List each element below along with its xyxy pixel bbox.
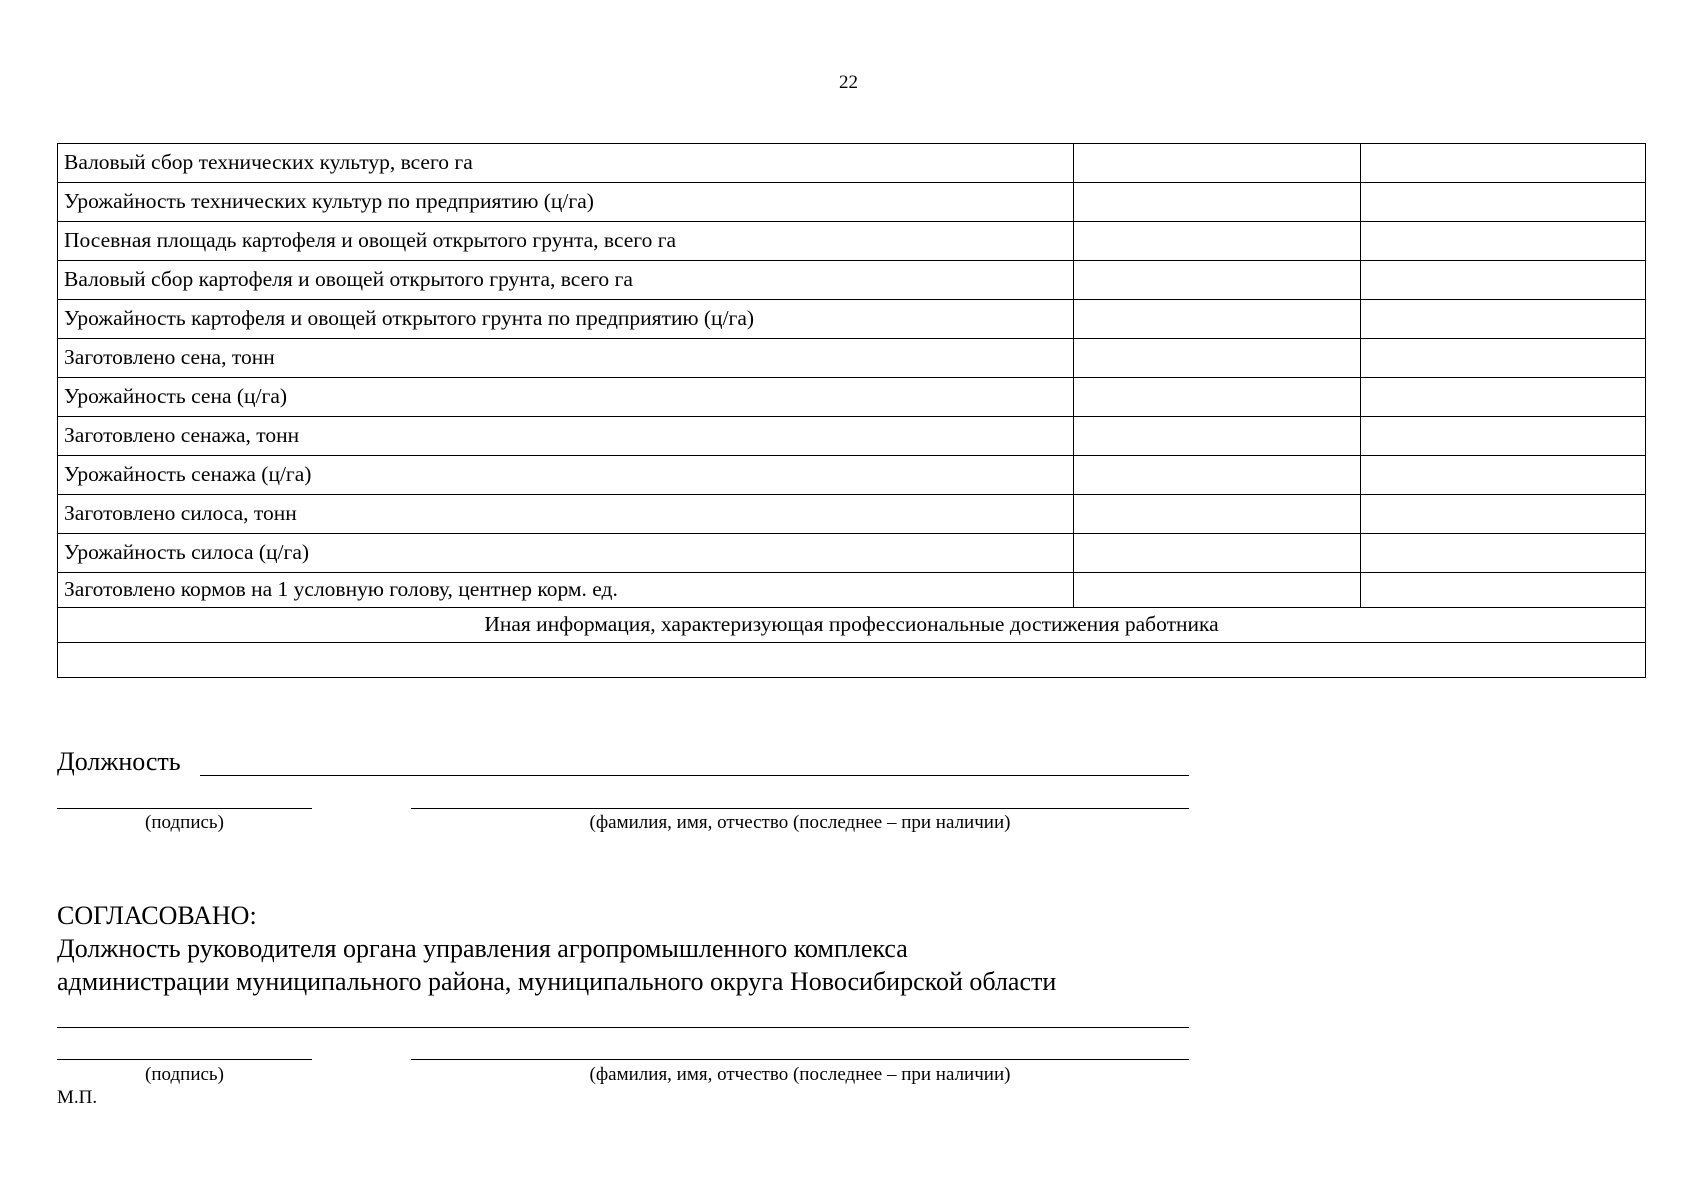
- indicators-table: [57, 143, 1646, 678]
- other-info-row: [58, 643, 1646, 678]
- approver-position-line2: администрации муниципального района, муниципального округа Новосибирской области: [57, 967, 1057, 996]
- value-cell-1[interactable]: [1074, 573, 1361, 608]
- value-cell-2[interactable]: [1361, 339, 1646, 378]
- value-cell-2[interactable]: [1361, 456, 1646, 495]
- row-label: Заготовлено сенажа, тонн: [58, 417, 1074, 456]
- table-row: [58, 495, 1646, 534]
- signature-caption: (подпись): [145, 812, 224, 833]
- row-label: Заготовлено силоса, тонн: [58, 495, 1074, 534]
- approver-signature-line[interactable]: [57, 1059, 312, 1060]
- row-label: Урожайность технических культур по предприятию (ц/га): [58, 183, 1074, 222]
- value-cell-2[interactable]: [1361, 183, 1646, 222]
- row-label: Посевная площадь картофеля и овощей открытого грунта, всего га: [58, 222, 1074, 261]
- approver-position-line1: Должность руководителя органа управления агропромышленного комплекса: [57, 934, 908, 963]
- position-line[interactable]: [200, 775, 1189, 776]
- row-label: Урожайность сена (ц/га): [58, 378, 1074, 417]
- table-row: [58, 183, 1646, 222]
- value-cell-1[interactable]: [1074, 300, 1361, 339]
- table-row: [58, 339, 1646, 378]
- row-label: Урожайность картофеля и овощей открытого грунта по предприятию (ц/га): [58, 300, 1074, 339]
- value-cell-2[interactable]: [1361, 417, 1646, 456]
- value-cell-1[interactable]: [1074, 222, 1361, 261]
- table-row: [58, 573, 1646, 608]
- approver-full-name-caption: (фамилия, имя, отчество (последнее – при наличии): [589, 1064, 1011, 1085]
- approval-heading: СОГЛАСОВАНО:: [57, 901, 257, 930]
- full-name-line[interactable]: [411, 808, 1189, 809]
- value-cell-2[interactable]: [1361, 261, 1646, 300]
- page-number: 22: [839, 72, 858, 93]
- value-cell-2[interactable]: [1361, 573, 1646, 608]
- table-row: [58, 417, 1646, 456]
- position-label: Должность: [57, 747, 181, 776]
- section-header-row: [58, 608, 1646, 643]
- row-label: Урожайность силоса (ц/га): [58, 534, 1074, 573]
- row-label: Валовый сбор картофеля и овощей открытого грунта, всего га: [58, 261, 1074, 300]
- table-row: [58, 456, 1646, 495]
- value-cell-2[interactable]: [1361, 534, 1646, 573]
- value-cell-1[interactable]: [1074, 417, 1361, 456]
- value-cell-2[interactable]: [1361, 495, 1646, 534]
- approver-signature-caption: (подпись): [145, 1064, 224, 1085]
- value-cell-2[interactable]: [1361, 300, 1646, 339]
- full-name-caption: (фамилия, имя, отчество (последнее – при наличии): [589, 812, 1011, 833]
- table-row: [58, 300, 1646, 339]
- table-row: [58, 534, 1646, 573]
- table-row: [58, 144, 1646, 183]
- other-info-cell[interactable]: [58, 643, 1646, 678]
- row-label: Заготовлено кормов на 1 условную голову, центнер корм. ед.: [58, 573, 1074, 608]
- table-row: [58, 378, 1646, 417]
- value-cell-1[interactable]: [1074, 339, 1361, 378]
- row-label: Валовый сбор технических культур, всего га: [58, 144, 1074, 183]
- value-cell-1[interactable]: [1074, 378, 1361, 417]
- table-row: [58, 222, 1646, 261]
- value-cell-2[interactable]: [1361, 378, 1646, 417]
- section-header: Иная информация, характеризующая профессиональные достижения работника: [58, 608, 1646, 643]
- value-cell-1[interactable]: [1074, 495, 1361, 534]
- value-cell-1[interactable]: [1074, 144, 1361, 183]
- value-cell-1[interactable]: [1074, 534, 1361, 573]
- value-cell-1[interactable]: [1074, 183, 1361, 222]
- row-label: Заготовлено сена, тонн: [58, 339, 1074, 378]
- value-cell-2[interactable]: [1361, 222, 1646, 261]
- approver-position-line[interactable]: [57, 1027, 1189, 1028]
- signature-line[interactable]: [57, 808, 312, 809]
- row-label: Урожайность сенажа (ц/га): [58, 456, 1074, 495]
- approver-full-name-line[interactable]: [411, 1059, 1189, 1060]
- stamp-label: М.П.: [57, 1087, 98, 1108]
- table-row: [58, 261, 1646, 300]
- value-cell-1[interactable]: [1074, 456, 1361, 495]
- value-cell-2[interactable]: [1361, 144, 1646, 183]
- value-cell-1[interactable]: [1074, 261, 1361, 300]
